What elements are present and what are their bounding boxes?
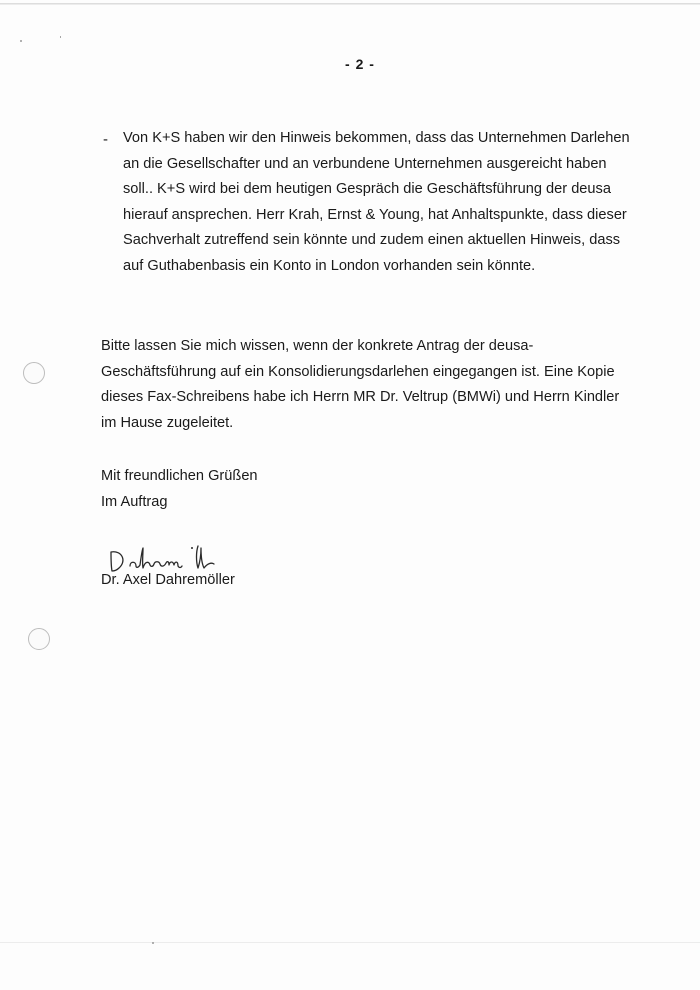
text-line: soll.. K+S wird bei dem heutigen Gespräch die Geschäftsführung der deusa (123, 181, 611, 198)
closing-on-behalf: Im Auftrag (101, 493, 168, 510)
text-line: Von K+S haben wir den Hinweis bekommen, dass das Unternehmen Darlehen (123, 130, 630, 146)
bullet-paragraph (123, 126, 643, 280)
scan-speck (152, 942, 154, 944)
page-number: - 2 - (345, 56, 375, 72)
text-line: Geschäftsführung auf ein Konsolidierungsdarlehen eingegangen ist. Eine Kopie (101, 363, 615, 380)
text-line: an die Gesellschafter und an verbundene Unternehmen ausgereicht haben (123, 155, 607, 172)
text-line: hierauf ansprechen. Herr Krah, Ernst & Young, hat Anhaltspunkte, dass dieser (123, 206, 627, 223)
text-line: im Hause zugeleitet. (101, 414, 234, 431)
punch-hole (23, 362, 45, 384)
scan-edge-top (0, 3, 700, 5)
text-line: dieses Fax-Schreibens habe ich Herrn MR Dr. Veltrup (BMWi) und Herrn Kindler (101, 389, 620, 406)
scan-speck (20, 40, 22, 42)
scan-speck (60, 36, 61, 38)
punch-hole (28, 628, 50, 650)
text-line: Sachverhalt zutreffend sein könnte und zudem einen aktuellen Hinweis, dass (123, 232, 621, 249)
closing-greeting: Mit freundlichen Grüßen (101, 468, 258, 484)
closing-block (101, 464, 258, 515)
body-paragraph (101, 334, 641, 436)
scan-edge-bottom (0, 942, 700, 943)
text-line: auf Guthabenbasis ein Konto in London vorhanden sein könnte. (123, 257, 536, 274)
text-line: Bitte lassen Sie mich wissen, wenn der konkrete Antrag der deusa- (101, 338, 534, 354)
signatory-name: Dr. Axel Dahremöller (101, 572, 235, 588)
bullet-marker: - (103, 131, 108, 148)
